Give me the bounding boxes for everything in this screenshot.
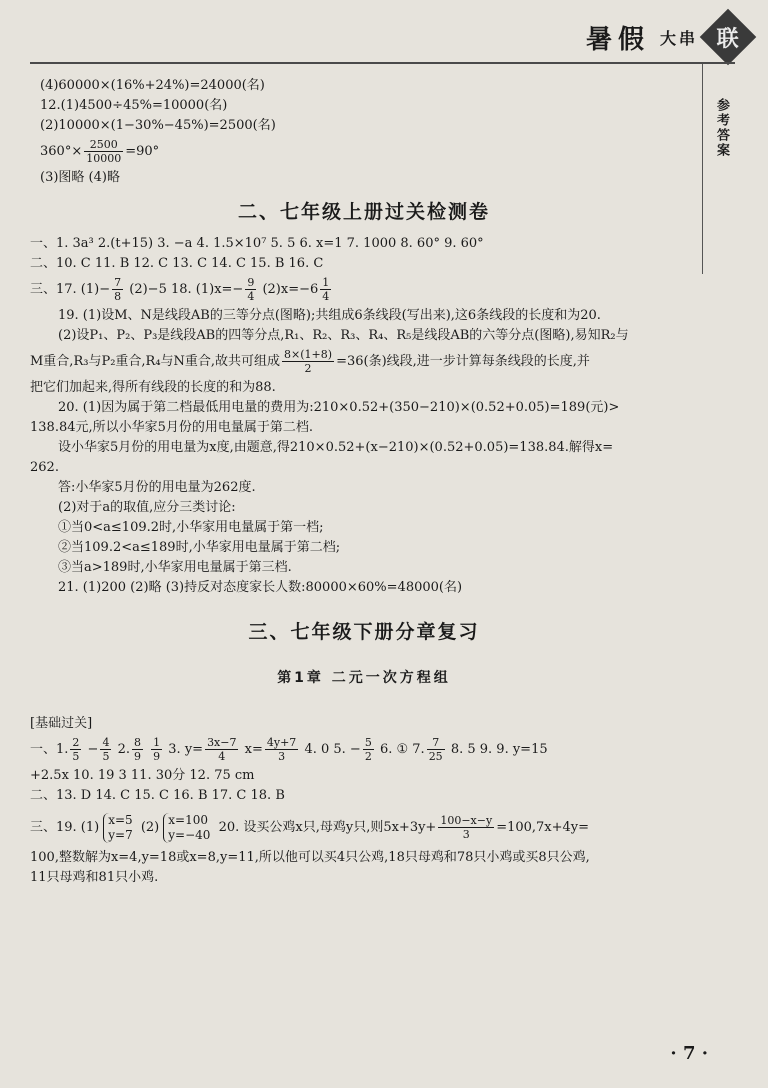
text-fragment: (2)x=−6 bbox=[262, 282, 319, 297]
equation-system bbox=[103, 813, 132, 843]
equation-system bbox=[163, 813, 210, 843]
numerator: 2500 bbox=[84, 138, 123, 152]
text-line: 设小华家5月份的用电量为x度,由题意,得210×0.52+(x−210)×(0.52+0.05)=138.84.解得x= bbox=[58, 440, 614, 455]
fraction bbox=[427, 736, 445, 763]
text-fragment: 8. 5 9. 9. y=15 bbox=[450, 742, 548, 757]
header-subtitle: 大串 bbox=[659, 28, 698, 48]
page-number: · 7 · bbox=[670, 1043, 708, 1064]
chapter-title: 第1章 二元一次方程组 bbox=[277, 670, 451, 686]
text-line: 19. (1)设M、N是线段AB的三等分点(图略);共组成6条线段(写出来),这6条线段的长度和为20. bbox=[58, 308, 601, 323]
fraction bbox=[265, 736, 298, 763]
fraction bbox=[132, 736, 143, 763]
numerator: 4 bbox=[102, 736, 110, 749]
text-fragment: =100,7x+4y= bbox=[496, 820, 590, 835]
text-line: +2.5x 10. 19 3 11. 30分 12. 75 cm bbox=[30, 768, 255, 783]
denominator: 5 bbox=[72, 750, 80, 763]
text-fragment: 20. 设买公鸡x只,母鸡y只,则5x+3y+ bbox=[218, 820, 437, 835]
text-line: (2)10000×(1−30%−45%)=2500(名) bbox=[40, 118, 276, 133]
seal-logo bbox=[700, 9, 757, 66]
text-line bbox=[30, 734, 698, 766]
numerator: 4y+7 bbox=[266, 736, 297, 749]
text-line: 答:小华家5月份的用电量为262度. bbox=[58, 480, 256, 495]
text-line: (3)图略 (4)略 bbox=[40, 170, 120, 185]
text-line: ②当109.2<a≤189时,小华家用电量属于第二档; bbox=[58, 540, 341, 555]
side-rule bbox=[702, 64, 703, 274]
text-fragment: 6. ① 7. bbox=[379, 742, 425, 757]
denominator: 4 bbox=[218, 750, 226, 763]
denominator: 4 bbox=[247, 290, 255, 303]
text-fragment: (2) bbox=[140, 820, 160, 835]
text-fragment: M重合,R₃与P₂重合,R₄与N重合,故共可组成 bbox=[30, 354, 281, 369]
text-fragment: =36(条)线段,进一步计算每条线段的长度,并 bbox=[336, 354, 590, 369]
text-line: 二、10. C 11. B 12. C 13. C 14. C 15. B 16. C bbox=[30, 256, 324, 271]
text-fragment: 360°× bbox=[40, 144, 83, 159]
text-fragment: 三、19. (1) bbox=[30, 820, 100, 835]
numerator: 8 bbox=[134, 736, 141, 749]
text-line: (2)设P₁、P₂、P₃是线段AB的四等分点,R₁、R₂、R₃、R₄、R₅是线段AB的六等分点(图略),易知R₂与 bbox=[58, 328, 629, 343]
section-title: 二、七年级上册过关检测卷 bbox=[237, 201, 490, 223]
text-line: 262. bbox=[30, 460, 59, 475]
text-fragment: x= bbox=[244, 742, 263, 757]
header-rule bbox=[30, 62, 735, 64]
denominator: 9 bbox=[153, 750, 161, 763]
text-line bbox=[30, 346, 698, 378]
fraction bbox=[100, 736, 111, 763]
fraction bbox=[112, 276, 123, 303]
fraction bbox=[282, 348, 334, 375]
sub-heading: [基础过关] bbox=[30, 716, 93, 731]
numerator: 7 bbox=[114, 276, 122, 289]
text-fragment: − bbox=[87, 742, 99, 757]
text-line: 20. (1)因为属于第二档最低用电量的费用为:210×0.52+(350−210)×(0.52+0.05)=189(元)> bbox=[58, 400, 620, 415]
section-title: 三、七年级下册分章复习 bbox=[248, 621, 480, 643]
denominator: 8 bbox=[114, 290, 122, 303]
text-line bbox=[30, 136, 698, 168]
fraction bbox=[205, 736, 238, 763]
text-fragment: (2)−5 18. (1)x=− bbox=[129, 282, 244, 297]
denominator: 2 bbox=[364, 750, 372, 763]
denominator: 3 bbox=[278, 750, 286, 763]
equation: y=7 bbox=[108, 827, 133, 842]
fraction bbox=[363, 736, 374, 763]
fraction bbox=[84, 138, 123, 165]
text-line: 把它们加起来,得所有线段的长度的和为88. bbox=[30, 380, 276, 395]
header-title: 暑假 bbox=[585, 24, 650, 55]
fraction bbox=[70, 736, 81, 763]
numerator: 9 bbox=[247, 276, 255, 289]
fraction bbox=[245, 276, 256, 303]
text-line: 100,整数解为x=4,y=18或x=8,y=11,所以他可以买4只公鸡,18只母鸡和78只小鸡或买8只公鸡, bbox=[30, 850, 590, 865]
text-line: 一、1. 3a³ 2.(t+15) 3. −a 4. 1.5×10⁷ 5. 5 6. x=1 7. 1000 8. 60° 9. 60° bbox=[30, 236, 484, 251]
denominator: 9 bbox=[134, 750, 141, 763]
page-header bbox=[586, 14, 748, 60]
numerator: 1 bbox=[153, 736, 161, 749]
denominator: 3 bbox=[462, 828, 470, 841]
numerator: 3x−7 bbox=[207, 736, 237, 749]
denominator: 10000 bbox=[86, 152, 122, 165]
text-line: ③当a>189时,小华家用电量属于第三档. bbox=[58, 560, 292, 575]
text-fragment: 3. y= bbox=[168, 742, 204, 757]
side-tab: 参考答案 bbox=[714, 98, 729, 158]
text-line bbox=[30, 274, 698, 306]
equation: x=100 bbox=[168, 812, 208, 827]
text-line bbox=[30, 812, 698, 844]
text-line: (2)对于a的取值,应分三类讨论: bbox=[58, 500, 236, 515]
text-fragment: 4. 0 5. − bbox=[304, 742, 361, 757]
fraction bbox=[151, 736, 162, 763]
text-line: 21. (1)200 (2)略 (3)持反对态度家长人数:80000×60%=48000(名) bbox=[58, 580, 463, 595]
text-line: 138.84元,所以小华家5月份的用电量属于第二档. bbox=[30, 420, 314, 435]
text-fragment: 2. bbox=[117, 742, 130, 757]
text-fragment: =90° bbox=[125, 144, 160, 159]
equation: y=−40 bbox=[168, 827, 211, 842]
denominator: 25 bbox=[428, 750, 443, 763]
fraction bbox=[320, 276, 331, 303]
fraction bbox=[438, 814, 494, 841]
text-line: 12.(1)4500÷45%=10000(名) bbox=[40, 98, 228, 113]
equation: x=5 bbox=[108, 812, 133, 827]
text-line: 二、13. D 14. C 15. C 16. B 17. C 18. B bbox=[30, 788, 285, 803]
text-line: 11只母鸡和81只小鸡. bbox=[30, 870, 159, 885]
denominator: 2 bbox=[304, 362, 312, 375]
numerator: 5 bbox=[364, 736, 372, 749]
numerator: 2 bbox=[72, 736, 80, 749]
numerator: 7 bbox=[427, 736, 445, 750]
text-fragment: 一、1. bbox=[30, 742, 69, 757]
numerator: 100−x−y bbox=[440, 814, 493, 827]
text-line: (4)60000×(16%+24%)=24000(名) bbox=[40, 78, 265, 93]
numerator: 1 bbox=[322, 276, 330, 289]
text-fragment: 三、17. (1)− bbox=[30, 282, 111, 297]
seal-char: 联 bbox=[716, 26, 740, 52]
denominator: 5 bbox=[102, 750, 110, 763]
content bbox=[30, 76, 698, 888]
text-line: ①当0<a≤109.2时,小华家用电量属于第一档; bbox=[58, 520, 324, 535]
numerator: 8×(1+8) bbox=[284, 348, 333, 361]
denominator: 4 bbox=[322, 290, 330, 303]
